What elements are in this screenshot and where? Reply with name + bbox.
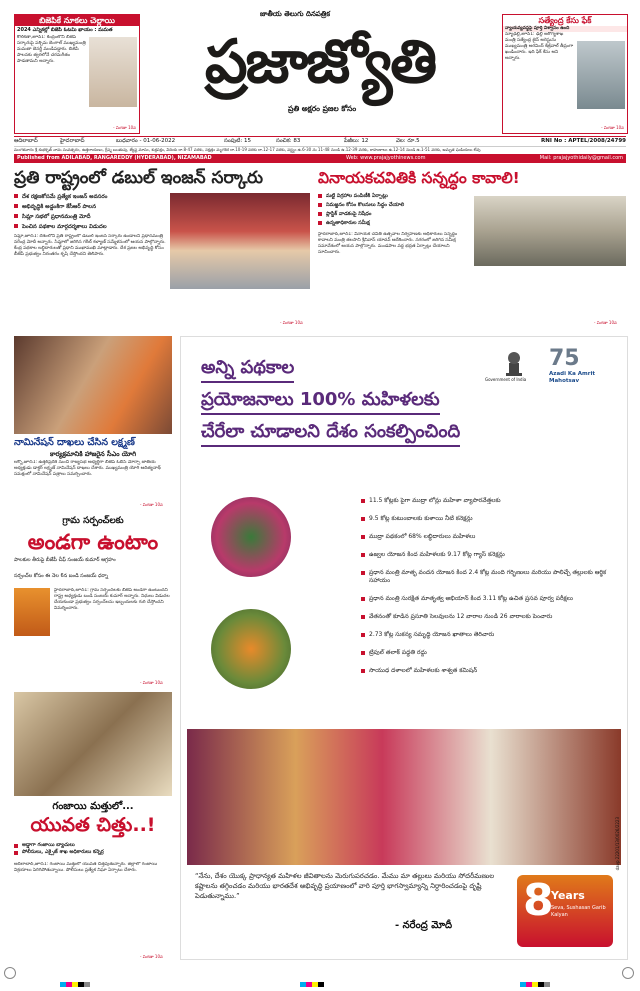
lead-body: సిమ్లా,జూన్‌1: దేశంలోని ప్రతి రాష్ట్రంలో డబుల్ ఇంజన్ సర్కారు ఉండాలని ప్రధానమంత్రి నరేంద్ర మోదీ అన్నారు. సిమ్లాలో జరిగిన గరీబ్ కళ్యాణ్ సమ్మేళనంలో ఆయన పాల్గొన్నారు. కేంద్ర పథకాల లబ్ధిదారులతో ప్రధాని ముఖాముఖి మాట్లాడారు. దేశ ప్రజల అభివృద్ధి కోసం బీజేపీ ప్రభుత్వం నిరంతరం కృషి చేస్తోందని తెలిపారు. — [14, 234, 166, 257]
publisher-left: Published from ADILABAD, RANGAREDDY (HYDERABAD), NIZAMABAD — [17, 155, 212, 161]
sarpanch-more: - మిగతా 10వ — [140, 680, 163, 685]
laxman-body: లక్నో,జూన్‌1: ఉత్తర్‌ప్రదేశ్ నుంచి రాజ్యసభ అభ్యర్థిగా బీజేపీ ఓబీసీ మోర్చా జాతీయ అధ్యక్షుడు డాక్టర్ లక్ష్మణ్ నామినేషన్ దాఖలు చేశారు. ముఖ్యమంత్రి యోగి ఆదిత్యనాథ్ సమక్షంలో నామినేషన్ పత్రాలు సమర్పించారు. — [14, 460, 161, 477]
ad-point: 9.5 కోట్ల కుటుంబాలకు కుళాయి నీటి కనెక్షన్లు — [361, 515, 617, 523]
azadi-text: Azadi Ka Amrit Mahotsav — [549, 371, 596, 384]
color-bar-bottom-left — [60, 972, 90, 991]
ganja-bullet: అడ్డాగా గంజాయి బ్యాచులు — [14, 842, 172, 849]
left-box-title: బిజెపికే నూకలు చెల్లాయి — [15, 15, 139, 26]
second-bullet: నిమజ్జనం కోసం కొలనులు సిద్ధం చేయాలి — [318, 201, 468, 210]
panchangam: మంగళవారం శ్రీ శుభకృత్ నామ సంవత్సరం, ఉత్తరాయణం, గ్రీష్మ ఋతువు, జ్యేష్ఠ మాసం, శుక్లపక్షం, విదియ రా.8-47 వరకు, నక్షత్రం మృగశిర రా.10-19 వరకు రా.12-17 వరకు, వర్జ్యం ఉ.6-30 ను 11-48 నుండి ఉ.12-39 వరకు, రాహుకాలం ఉ.12-14 నుండి ఉ.1-51 వరకు, అమృత ఘడియలు లేవు — [14, 146, 626, 153]
eight-years-logo — [517, 875, 613, 947]
ganja-body: ఆదిలాబాద్,జూన్‌1: గంజాయి మత్తులో యువత చిత్తవుతున్నారు. జిల్లాలో గంజాయి విక్రయాలు పెరిగిపోతున్నాయి. పోలీసులు ప్రత్యేక నిఘా ఏర్పాటు చేశారు. — [14, 862, 158, 873]
dateline-price: వెల: రూ.5 — [396, 138, 420, 144]
color-bar-bottom-right — [520, 972, 550, 991]
second-more: - మిగతా 10వ — [594, 320, 617, 325]
second-bullet: ఉన్నతాధికారుల సమీక్ష — [318, 219, 468, 228]
lead-bullets — [14, 192, 166, 232]
left-box-subtitle: 2024 ఎన్నికల్లో బిజెపి ఓటమి ఖాయం : మమత — [17, 27, 113, 33]
ad-points — [361, 497, 617, 685]
dateline-rni: RNI No : APTEL/2008/24799 — [541, 138, 626, 144]
publisher-web: Web: www.prajajyothinews.com — [346, 155, 426, 161]
bullet-icon — [361, 669, 365, 673]
left-box-body: కోల్‌కతా,జూన్‌1: కేంద్రంలోని బీజేపీ సర్కారుపై పశ్చిమ బెంగాల్‌ ముఖ్యమంత్రి మమతా బెనర్జీ మండిపడ్డారు. బిజెపి పాలనకు త్వరలోనే చరమగీతం పాడతామని అన్నారు. — [17, 35, 86, 64]
gov-label: Government of India — [485, 377, 527, 382]
dateline-city: హైదరాబాద్ — [60, 138, 85, 144]
modi-rally-photo — [170, 193, 310, 289]
second-bullet: మట్టి విగ్రహాల పంపిణీకి ఏర్పాట్లు — [318, 192, 468, 201]
ad-crowd-photo — [187, 729, 621, 865]
laxman-headline: నామినేషన్ దాఖలు చేసిన లక్ష్మణ్ — [14, 437, 135, 448]
bullet-icon — [361, 517, 365, 521]
lead-bullet: సిమ్లా సభలో ప్రధానమంత్రి మోదీ — [14, 212, 166, 222]
bullet-icon — [361, 633, 365, 637]
bandi-photo — [14, 588, 50, 636]
sarpanch-body: హైదరాబాద్‌,జూన్‌1: గ్రామ సర్పంచ్‌లకు బీజేపీ అండగా ఉంటుందని రాష్ట్ర అధ్యక్షుడు బండి సంజయ్ కుమార్ అన్నారు. నిధులు విడుదల చేయకుండా ప్రభుత్వం సర్పంచ్‌లను ఇబ్బందులకు గురి చేస్తోందని విమర్శించారు. — [54, 588, 170, 611]
ad-point: ముద్రా పథకంలో 68% లబ్ధిదారులు మహిళలు — [361, 533, 617, 541]
mamata-photo — [89, 37, 137, 107]
bullet-icon — [318, 203, 322, 207]
publisher-mail: Mail: prajajyothidaily@gmail.com — [539, 155, 623, 161]
ganja-bullets — [14, 842, 172, 856]
publisher-bar — [14, 154, 626, 163]
right-box-subtitle: న్యాయవ్యవస్థపై పూర్తి విశ్వాసం ఉంది — [503, 26, 627, 32]
ad-headline-1: అన్ని పథకాల — [201, 355, 294, 383]
lead-more: - మిగతా 10వ — [280, 320, 303, 325]
bullet-icon — [361, 597, 365, 601]
years-sub: Seva, Sushasan Garib Kalyan — [551, 905, 606, 918]
sarpanch-headline: అండగా ఉంటాం — [27, 530, 159, 554]
bullet-icon — [361, 651, 365, 655]
ad-quote: “నేను, దేశం యొక్క ప్రాధాన్యత మహిళల జీవితాలను మెరుగుపరచడం. మేము మా తల్లులు మరియు సోదరీమణుల కష్టాలను తగ్గించడం మరియు భారతదేశ అభివృద్ధి ప్రయాణంలో వారి పూర్తి భాగస్వామ్యాన్ని నిర్ధారించడంపై దృష్టి పెడుతున్నాము.” — [195, 872, 495, 900]
meeting-photo — [474, 196, 626, 266]
laxman-photo — [14, 336, 172, 434]
bullet-icon — [14, 224, 18, 228]
lead-bullet: పెంచిన పథకాల మార్గదర్శకాలు విడుదల — [14, 222, 166, 232]
ganja-bullet: పోలీసులు, ఎక్సైజ్ శాఖ అధికారులు కన్నెర్ర — [14, 849, 172, 856]
bullet-icon — [318, 194, 322, 198]
dateline-date: బుధవారం - 01-06-2022 — [116, 138, 176, 144]
dateline — [14, 136, 626, 146]
ganja-photo — [14, 692, 172, 796]
bullet-icon — [14, 844, 18, 848]
ganja-headline: యువత చిత్తు..! — [30, 814, 156, 836]
laxman-more: - మిగతా 10వ — [140, 502, 163, 507]
second-headline: వినాయకచవితికి సన్నద్ధం కావాలి! — [318, 169, 520, 187]
dateline-pages: పేజీలు: 12 — [344, 138, 369, 144]
bullet-icon — [318, 221, 322, 225]
ad-photo-woman-1 — [211, 497, 291, 577]
second-body-col2 — [474, 268, 626, 320]
color-bar-bottom-mid — [300, 972, 324, 991]
ad-panel — [180, 336, 628, 960]
sarpanch-sub2: సర్పంచ్‌ల కోసం ఈ నెల 6న బండి సంజయ్ ధర్నా — [14, 573, 109, 579]
sarpanch-kicker: గ్రామ సర్పంచ్‌లకు — [62, 516, 124, 526]
ad-point: ఉజ్వల యోజన కింద మహిళలకు 9.17 కోట్ల గ్యాస్ కనెక్షన్లు — [361, 551, 617, 559]
masthead-right-box — [502, 14, 628, 134]
bullet-icon — [14, 851, 18, 855]
ad-quote-author: - నరేంద్ర మోదీ — [395, 920, 453, 931]
right-box-body: న్యూఢిల్లీ,జూన్‌1: ఢిల్లీ ఆరోగ్యశాఖ మంత్రి సత్యేంద్ర జైన్‌ అరెస్టును ముఖ్యమంత్రి అరవింద్‌ కేజ్రీవాల్‌ తీవ్రంగా ఖండించారు. ఇది ఫేక్‌ కేసు అని అన్నారు. — [505, 32, 574, 61]
masthead-slogan: ప్రతి అక్షరం ప్రజల కోసం — [288, 104, 357, 113]
bullet-icon — [14, 214, 18, 218]
bullet-icon — [361, 535, 365, 539]
bullet-icon — [361, 571, 365, 575]
bullet-icon — [318, 212, 322, 216]
laxman-subhead: కార్యక్రమానికి హాజరైన సీఎం యోగి — [50, 450, 136, 458]
ad-point: ట్రిపుల్ తలాక్ పద్ధతి రద్దు — [361, 649, 617, 657]
crop-mark-icon — [4, 967, 16, 979]
dateline-issue: సంచిక: 83 — [276, 138, 301, 144]
ad-point: 11.5 కోట్లకు పైగా ముద్రా లోన్లు మహిళా వ్యాపారవేత్తలకు — [361, 497, 617, 505]
years-number: 8 — [523, 875, 554, 926]
masthead-logo: ప్రజాజ్యోతి — [204, 27, 436, 97]
masthead-left-box — [14, 14, 140, 134]
davp-code: davp 22201/13/0026/2223 — [615, 817, 620, 871]
right-box-more: - మిగతా 10వ — [601, 125, 624, 130]
second-bullets — [318, 192, 468, 228]
azadi-logo — [549, 347, 615, 391]
ad-headline-3: చేరేలా చూడాలని దేశం సంకల్పించింది — [201, 419, 460, 447]
bullet-icon — [361, 499, 365, 503]
second-body: హైదరాబాద్‌,జూన్‌1: వినాయక చవితి ఉత్సవాల నిర్వహణకు అధికారులు సన్నద్ధం కావాలని మంత్రి తలసాని శ్రీనివాస్ యాదవ్ ఆదేశించారు. నగరంలో జరిగిన సమీక్ష సమావేశంలో ఆయన పాల్గొన్నారు. మండపాల వద్ద భద్రత ఏర్పాట్లు చేయాలని సూచించారు. — [318, 232, 458, 255]
second-bullet: ప్లాస్టిక్ వాడకంపై నిషేధం — [318, 210, 468, 219]
left-box-more: - మిగతా 10వ — [113, 125, 136, 130]
ganja-more: - మిగతా 10వ — [140, 954, 163, 959]
ad-photo-woman-2 — [211, 609, 291, 689]
ad-point: వేతనంతో కూడిన ప్రసూతి సెలవులను 12 వారాల నుండి 26 వారాలకు పెంచారు — [361, 613, 617, 621]
sarpanch-sub1: పాలకుల తీరుపై బీజేపీ చీఫ్ సంజయ్ కుమార్ ఆగ్రహం — [14, 557, 116, 563]
years-word: Years — [551, 889, 585, 902]
ad-point: 2.73 కోట్ల సుకన్య సమృద్ధి యోజన ఖాతాలు తెరిచారు — [361, 631, 617, 639]
kejriwal-photo — [577, 41, 625, 109]
dateline-edition: ఆదిలాబాద్ — [14, 138, 38, 144]
ad-point: ప్రధాన మంత్రి సురక్షిత మాతృత్వ అభియాన్ కింద 3.11 కోట్ల ఉచిత ప్రసవ పూర్వ పరీక్షలు — [361, 595, 617, 603]
bullet-icon — [14, 204, 18, 208]
gov-emblem-icon — [501, 349, 527, 377]
ad-point: సాయుధ దళాలలో మహిళలకు శాశ్వత కమిషన్ — [361, 667, 617, 675]
bullet-icon — [361, 553, 365, 557]
lead-bullet: దేశ రక్షణకోసమే ప్రత్యేక ఇంజన్ అవసరం — [14, 192, 166, 202]
lead-bullet: అభివృద్ధికి అడ్డంకిగా కేసీఆర్ పాలన — [14, 202, 166, 212]
masthead-tagline: జాతీయ తెలుగు దినపత్రిక — [260, 10, 330, 18]
lead-headline: ప్రతి రాష్ట్రంలో డబుల్ ఇంజన్ సర్కారు — [14, 168, 264, 188]
dateline-volume: సంపుటి: 15 — [224, 138, 251, 144]
azadi-75-icon: 75 — [549, 346, 580, 371]
crop-mark-icon — [622, 967, 634, 979]
right-box-title: సత్యేంద్ర కేసు ఫేక్ — [538, 16, 592, 25]
bullet-icon — [361, 615, 365, 619]
ganja-kicker: గంజాయి మత్తులో... — [52, 801, 134, 812]
ad-headline-2: ప్రయోజనాలు 100% మహిళలకు — [201, 387, 440, 415]
ad-point: ప్రధాన మంత్రి మాతృ వందన యోజన కింద 2.4 కోట్ల మంది గర్భిణులు మరియు పాలిచ్చే తల్లులకు ఆర్థిక సహాయం — [361, 569, 617, 585]
